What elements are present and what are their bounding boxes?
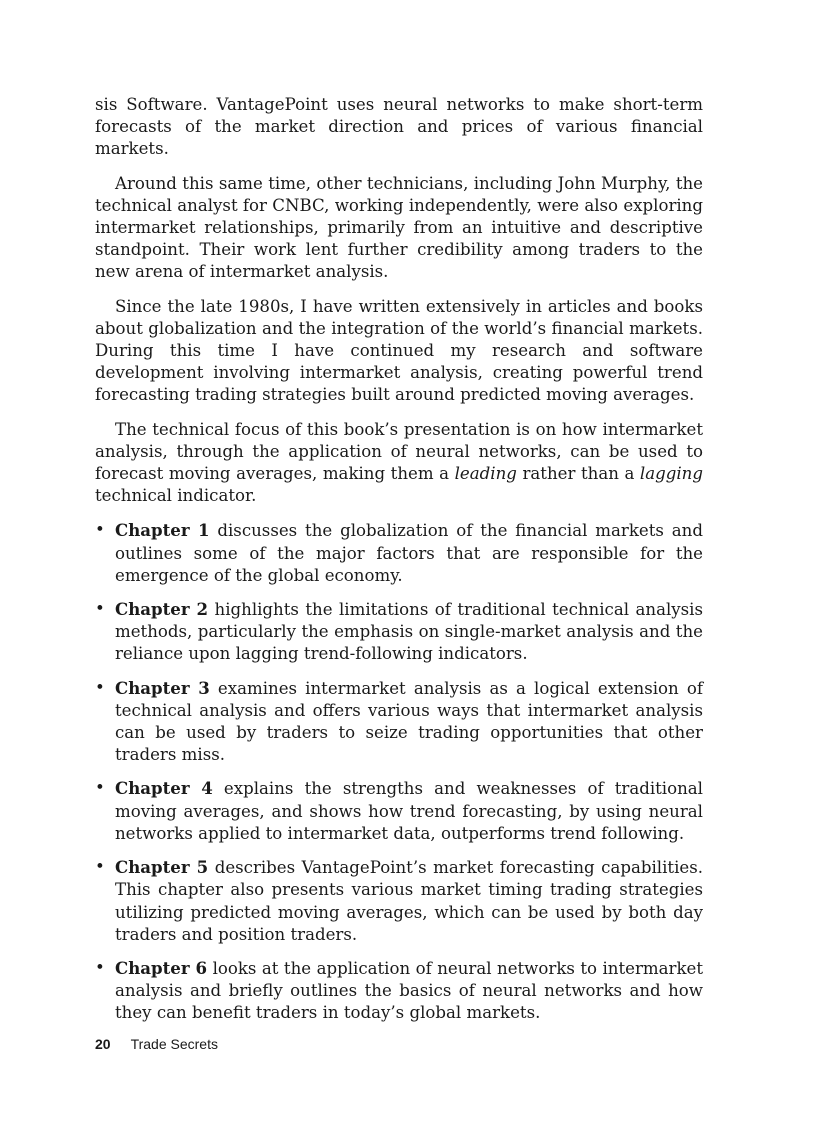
chapter-description: looks at the application of neural networks to intermarket analysis and briefly outlines the basics of neural networks and how they can benefit traders in today’s global markets. [115, 958, 703, 1023]
chapter-list-item [95, 856, 703, 946]
chapter-list-item [95, 677, 703, 767]
chapter-list-item [95, 957, 703, 1025]
chapter-label: Chapter 1 [115, 520, 210, 541]
chapter-description: explains the strengths and weaknesses of traditional moving averages, and shows how trend forecasting, by using neural networks applied to intermarket data, outperforms trend following. [115, 779, 703, 843]
page-body [95, 94, 703, 1036]
bullet-icon: • [95, 957, 105, 977]
page-footer [95, 1036, 218, 1052]
bullet-icon: • [95, 599, 105, 619]
chapter-list-item [95, 519, 703, 587]
chapter-description: discusses the globalization of the financial markets and outlines some of the major factors that are responsible for the emergence of the global economy. [115, 521, 703, 585]
focus-text-1: The technical focus of this book’s presentation is on how intermarket analysis, through the application of neural networks, can be used to forecast moving averages, making them a [95, 419, 703, 484]
bullet-icon: • [95, 778, 105, 798]
chapter-label: Chapter 3 [115, 677, 210, 698]
chapter-label: Chapter 2 [115, 599, 209, 620]
chapter-label: Chapter 6 [115, 957, 208, 978]
chapter-list [95, 519, 703, 1024]
bullet-icon: • [95, 520, 105, 540]
paragraph-continuation: sis Software. VantagePoint uses neural networks to make short-term forecasts of the market direction and prices of various financial markets. [95, 95, 703, 159]
page-number: 20 [95, 1036, 111, 1052]
chapter-description: describes VantagePoint’s market forecasting capabilities. This chapter also presents various market timing trading strategies utilizing predicted moving averages, which can be used by both day traders and position traders. [115, 858, 704, 944]
paragraph-technicians: Around this same time, other technicians, including John Murphy, the technical analyst for CNBC, working independently, were also exploring intermarket relationships, primarily from an intuitive and descriptive standpoint. Their work lent further credibility among traders to the new arena of intermarket analysis. [95, 173, 703, 282]
focus-emphasis-lagging: lagging [639, 464, 703, 484]
bullet-icon: • [95, 857, 105, 877]
focus-text-3: technical indicator. [95, 486, 257, 506]
chapter-label: Chapter 5 [115, 857, 209, 878]
bullet-icon: • [95, 677, 105, 697]
chapter-description: highlights the limitations of traditional technical analysis methods, particularly the emphasis on single-market analysis and the reliance upon lagging trend-following indicators. [115, 600, 703, 664]
paragraph-globalization: Since the late 1980s, I have written extensively in articles and books about globalization and the integration of the world’s financial markets. During this time I have continued my research and software development involving intermarket analysis, creating powerful trend forecasting trading strategies built around predicted moving averages. [95, 296, 703, 405]
chapter-list-item [95, 777, 703, 845]
focus-emphasis-leading: leading [454, 464, 517, 484]
running-title: Trade Secrets [130, 1036, 218, 1052]
focus-text-2: rather than a [516, 464, 640, 484]
chapter-label: Chapter 4 [115, 778, 213, 799]
chapter-list-item [95, 598, 703, 666]
paragraph-technical-focus [95, 419, 703, 508]
chapter-description: examines intermarket analysis as a logical extension of technical analysis and offers various ways that intermarket analysis can be used by traders to seize trading opportunities that other traders miss. [115, 678, 703, 765]
